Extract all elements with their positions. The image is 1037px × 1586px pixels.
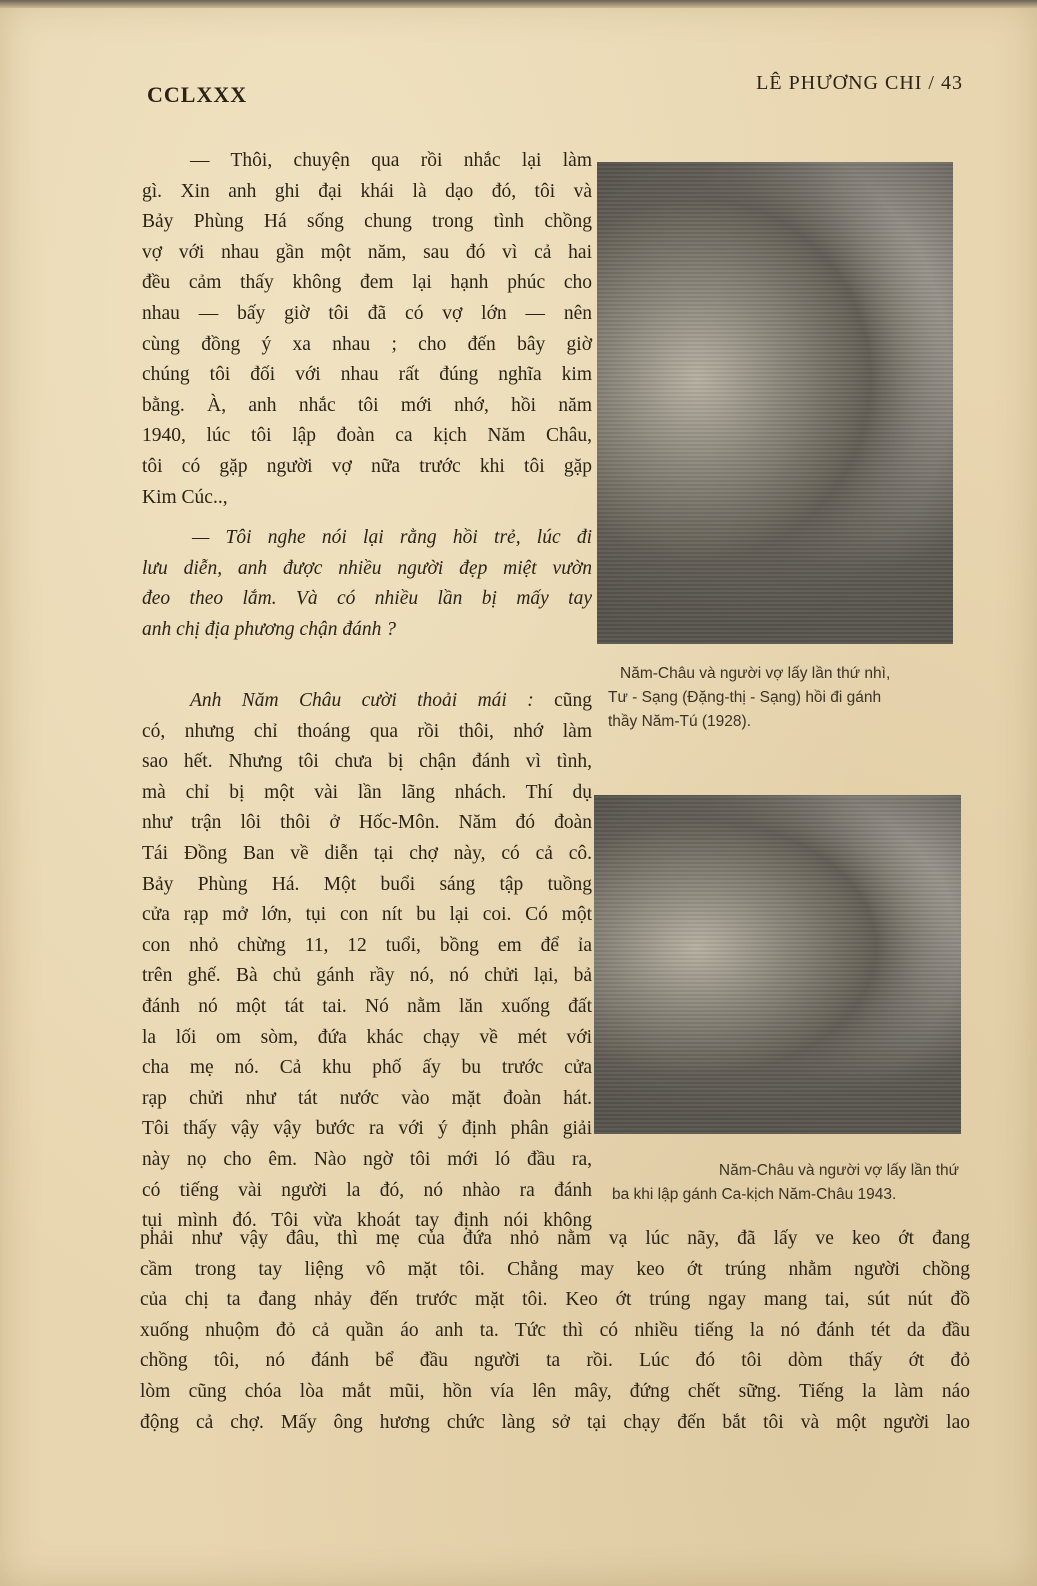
text-line: bằng. À, anh nhắc tôi mới nhớ, hồi năm <box>142 394 592 416</box>
photo-couple-1943 <box>594 795 961 1134</box>
page-top-edge <box>0 0 1037 8</box>
text-line: la lối om sòm, đứa khác chạy về mét với <box>142 1026 592 1048</box>
text-column-middle <box>142 686 592 1237</box>
question-line: lưu diễn, anh được nhiều người đẹp miệt vườn <box>142 557 592 579</box>
text-line: xuống nhuộm đỏ cả quần áo anh ta. Tức thì có nhiều tiếng la nó đánh tét da đầu <box>140 1319 970 1341</box>
text-line: mà chỉ bị một vài lần lãng nhách. Thí dụ <box>142 781 592 803</box>
running-header: LÊ PHƯƠNG CHI / 43 <box>756 72 963 94</box>
text-line: cùng đồng ý xa nhau ; cho đến bây giờ <box>142 333 592 355</box>
text-line: Anh Năm Châu cười thoải mái : cũng <box>190 690 593 711</box>
text-line: lòm cũng chóa lòa mắt mũi, hồn vía lên mây, đứng chết sững. Tiếng la làm náo <box>140 1380 970 1402</box>
text-line: tụi mình đó. Tôi vừa khoát tay định nói không <box>142 1210 592 1232</box>
text-line: rạp chửi như tát nước vào mặt đoàn hát. <box>142 1087 592 1109</box>
photo-couple-1928 <box>597 162 953 644</box>
text-line: đánh nó một tát tai. Nó nằm lăn xuống đất <box>142 995 592 1017</box>
photo-caption-1 <box>608 662 968 734</box>
text-line: Bảy Phùng Há sống chung trong tình chồng <box>142 211 592 233</box>
caption-line: thầy Năm-Tú (1928). <box>608 713 751 730</box>
text-line: có tiếng vài người la đó, nó nhào ra đánh <box>142 1179 592 1201</box>
page-number-roman: CCLXXX <box>147 82 248 107</box>
question-line: đeo theo lắm. Và có nhiều lần bị mấy tay <box>142 588 592 610</box>
text-line: có, nhưng chỉ thoáng qua rồi thôi, nhớ làm <box>142 720 592 742</box>
text-line: của chị ta đang nhảy đến trước mặt tôi. Keo ớt trúng ngay mang tai, sút nút đồ <box>140 1289 970 1311</box>
text-line: này nọ cho êm. Nào ngờ tôi mới ló đầu ra, <box>142 1148 592 1170</box>
photo-caption-2 <box>612 1159 967 1207</box>
text-line: 1940, lúc tôi lập đoàn ca kịch Năm Châu, <box>142 425 592 447</box>
text-line: vợ với nhau gần một năm, sau đó vì cả hai <box>142 241 592 263</box>
text-line: đều cảm thấy không đem lại hạnh phúc cho <box>142 272 592 294</box>
text-line: Tái Đồng Ban về diễn tại chợ này, có cả cô. <box>142 842 592 864</box>
text-line: phải như vậy đâu, thì mẹ của đứa nhỏ nằm vạ lúc nãy, đã lấy ve keo ớt đang <box>140 1228 970 1249</box>
text-column-top <box>142 146 592 646</box>
caption-line: ba khi lập gánh Ca-kịch Năm-Châu 1943. <box>612 1186 897 1203</box>
text-line: như trận lôi thôi ở Hốc-Môn. Năm đó đoàn <box>142 812 592 834</box>
question-line: anh chị địa phương chận đánh ? <box>142 618 396 640</box>
answer-intro: Anh Năm Châu cười thoải mái : <box>190 690 534 711</box>
text-line: trên ghế. Bà chủ gánh rầy nó, nó chửi lại, bả <box>142 965 592 987</box>
text-line: cửa rạp mở lớn, tụi con nít bu lại coi. Có một <box>142 904 592 926</box>
caption-line: Năm-Châu và người vợ lấy lần thứ nhì, <box>620 665 891 682</box>
text-line: gì. Xin anh ghi đại khái là dạo đó, tôi và <box>142 180 592 202</box>
text-line: nhau — bấy giờ tôi đã có vợ lớn — nên <box>142 302 592 324</box>
text-line: Bảy Phùng Há. Một buổi sáng tập tuồng <box>142 873 592 895</box>
text-line: — Thôi, chuyện qua rồi nhắc lại làm <box>190 150 592 171</box>
caption-line: Năm-Châu và người vợ lấy lần thứ <box>718 1162 959 1179</box>
text-column-full-width <box>140 1224 970 1438</box>
text-line: chúng tôi đối với nhau rất đúng nghĩa kim <box>142 364 592 386</box>
text-line: chồng tôi, nó đánh bể đầu người ta rồi. Lúc đó tôi dòm thấy ớt đỏ <box>140 1350 970 1372</box>
question-line: — Tôi nghe nói lại rằng hồi trẻ, lúc đi <box>192 527 592 549</box>
text-line: sao hết. Nhưng tôi chưa bị chận đánh vì tình, <box>142 751 592 773</box>
caption-line: Tư - Sạng (Đặng-thị - Sạng) hồi đi gánh <box>608 689 882 706</box>
text-line: Kim Cúc.., <box>142 486 228 508</box>
text-line: con nhỏ chừng 11, 12 tuổi, bồng em để ỉa <box>142 934 592 956</box>
text-line: cha mẹ nó. Cả khu phố ấy bu trước cửa <box>142 1057 592 1079</box>
text-line: động cả chợ. Mấy ông hương chức làng sở tại chạy đến bắt tôi và một người lao <box>140 1411 970 1433</box>
text-line: cầm trong tay liệng vô mặt tôi. Chẳng may keo ớt trúng nhằm người chồng <box>140 1258 970 1280</box>
text-line: tôi có gặp người vợ nữa trước khi tôi gặp <box>142 455 592 477</box>
text-line: Tôi thấy vậy vậy bước ra với ý định phân giải <box>142 1118 592 1140</box>
